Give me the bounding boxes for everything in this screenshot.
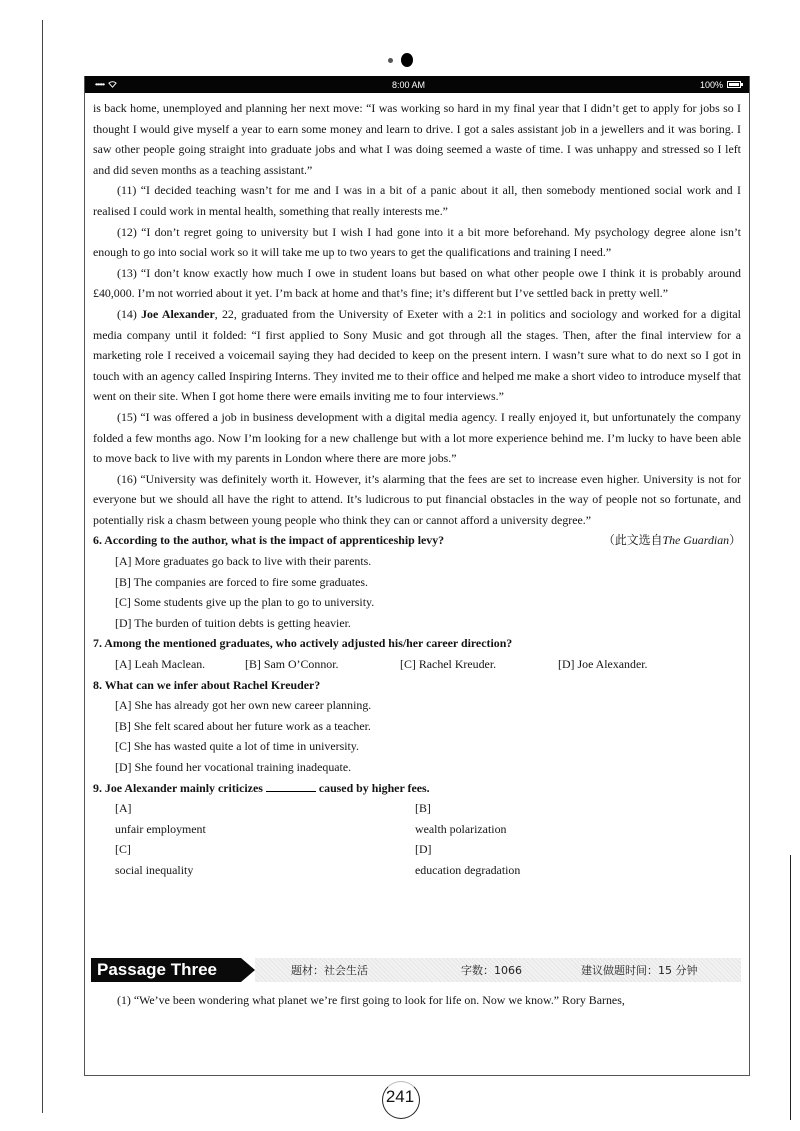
question-number: 8. [93,677,102,692]
option-c[interactable]: [C] social inequality [115,842,194,877]
status-time: 8:00 AM [391,79,425,90]
paragraph-number: (13) [117,265,137,280]
paragraph-number: (14) [117,306,137,321]
question-number: 7. [93,636,102,651]
option-d[interactable]: [D] She found her vocational training inadequate. [115,760,352,774]
binding-line [790,855,791,1120]
tablet-frame [84,76,750,1076]
paragraph-12: (12) “I don’t regret going to university but I wish I had gone into it a bit more beforehand. My psychology degree alone isn’t enough to go into social work so it will take me up to two years to get the qualifications and training I need.” [93,224,741,260]
option-a[interactable]: [A] She has already got her own new career planning. [115,698,372,713]
page-number: 241 [374,1081,426,1119]
passage-title: Passage Three [91,958,241,982]
question-number: 6. [93,533,102,548]
option-b[interactable]: [B] Sam O’Connor. [245,657,339,672]
passage-three-paragraph-1: (1) “We’ve been wondering what planet we’re first going to look for life on. Now we know.” Rory Barnes, [117,993,625,1007]
option-c[interactable]: [C] Some students give up the plan to go to university. [115,595,375,610]
option-c[interactable]: [C] She has wasted quite a lot of time in university. [115,739,359,754]
option-d[interactable]: [D] Joe Alexander. [558,657,648,672]
sensor-icon [388,58,393,63]
battery-percent: 100% [699,79,723,90]
paragraph-number: (1) [117,993,131,1007]
option-d[interactable]: [D] education degradation [415,842,521,877]
answer-blank [266,780,316,792]
option-a[interactable]: [A] More graduates go back to live with their parents. [115,554,372,569]
option-b[interactable]: [B] The companies are forced to fire some graduates. [115,574,369,589]
person-name: Joe Alexander [141,306,215,321]
suggested-time: 建议做题时间：15 分钟 [581,964,698,977]
option-c[interactable]: [C] Rachel Kreuder. [400,657,497,672]
paragraph-16: (16) “University was definitely worth it. However, it’s alarming that the fees are set to increase even higher. University is not for everyone but we should all have the right to attend. It’s ludicrous to put financial obstacles in the way of people not so fortunate, and potentially risk a chasm between young people who think they can or cannot afford a university degree.” （此文选自The Guardian） [93,469,741,531]
option-d[interactable]: [D] The burden of tuition debts is getting heavier. [115,615,351,630]
passage-topic: 题材：社会生活 [291,964,368,977]
camera-icon [401,53,413,67]
question-stem: According to the author, what is the impact of apprenticeship levy? [104,533,445,548]
question-stem: caused by higher fees. [318,780,430,795]
reading-content [85,98,749,881]
option-a[interactable]: [A] unfair employment [115,801,206,836]
option-b[interactable]: [B] She felt scared about her future work as a teacher. [115,718,371,733]
signal-icon: ••••• [95,80,105,89]
word-count: 字数：1066 [461,964,522,977]
battery-icon [727,81,741,88]
device-camera [0,50,800,70]
paragraph-14: (14) Joe Alexander, 22, graduated from the University of Exeter with a 2:1 in politics and sociology and worked for a digital media company until it folded: “I first applied to Sony Music and got through all the stages. Then, after the final interview for a marketing role I received a voicemail saying they had decided to keep on the present intern. I wasn’t sure what to do next so I got in touch with an agency called Inspiring Interns. They invited me to their office and helped me make a short video to introduce myself that went on their site. When I got home there were emails inviting me to four interviews.” [93,306,741,404]
question-number: 9. [93,780,102,795]
question-8 [93,675,741,778]
paragraph-15: (15) “I was offered a job in business development with a digital media agency. I really enjoyed it, but unfortunately the company folded a few months ago. Now I’m looking for a new challenge but with a lot more experience behind me. I’m lucky to have been able to move back to live with my parents in London where there are more jobs.” [93,409,741,466]
paragraph-number: (16) [117,471,137,486]
passage-meta [255,958,741,982]
paragraph-number: (15) [117,409,137,424]
status-bar [85,76,749,93]
paragraph-number: (11) [117,183,137,198]
options-row [93,798,741,839]
question-stem: Joe Alexander mainly criticizes [104,780,263,795]
paragraph-13: (13) “I don’t know exactly how much I owe in student loans but based on what other people owe I think it is probably around £40,000. I’m not worried about it yet. I’m back at home and that’s fine; it’s different but I’ve settled back in pretty well.” [93,265,741,301]
option-a[interactable]: [A] Leah Maclean. [115,657,206,672]
wifi-icon [108,80,117,90]
question-stem: Among the mentioned graduates, who actively adjusted his/her career direction? [104,636,513,651]
source-citation: （此文选自The Guardian） [603,533,741,548]
paragraph-11: (11) “I decided teaching wasn’t for me and I was in a bit of a panic about it all, then somebody mentioned social work and I realised I could work in mental health, something that really interests me.” [93,183,741,218]
paragraph: is back home, unemployed and planning her next move: “I was working so hard in my final year that I didn’t get to apply for jobs so I thought I would give myself a year to earn some money and learn to drive. I got a sales assistant job in a jewellers and it was boring. I saw other people going straight into graduate jobs and what I was doing seemed a waste of time. I was unhappy and stressed so I left and did seven months as a teaching assistant.” [93,101,741,177]
binding-line [42,20,43,1113]
options-row [93,654,741,675]
question-7 [93,633,741,674]
question-stem: What can we infer about Rachel Kreuder? [104,677,321,692]
question-9 [93,778,741,881]
passage-three-header [91,956,741,984]
options-row [93,839,741,880]
option-b[interactable]: [B] wealth polarization [415,801,507,836]
paragraph-number: (12) [117,224,137,239]
